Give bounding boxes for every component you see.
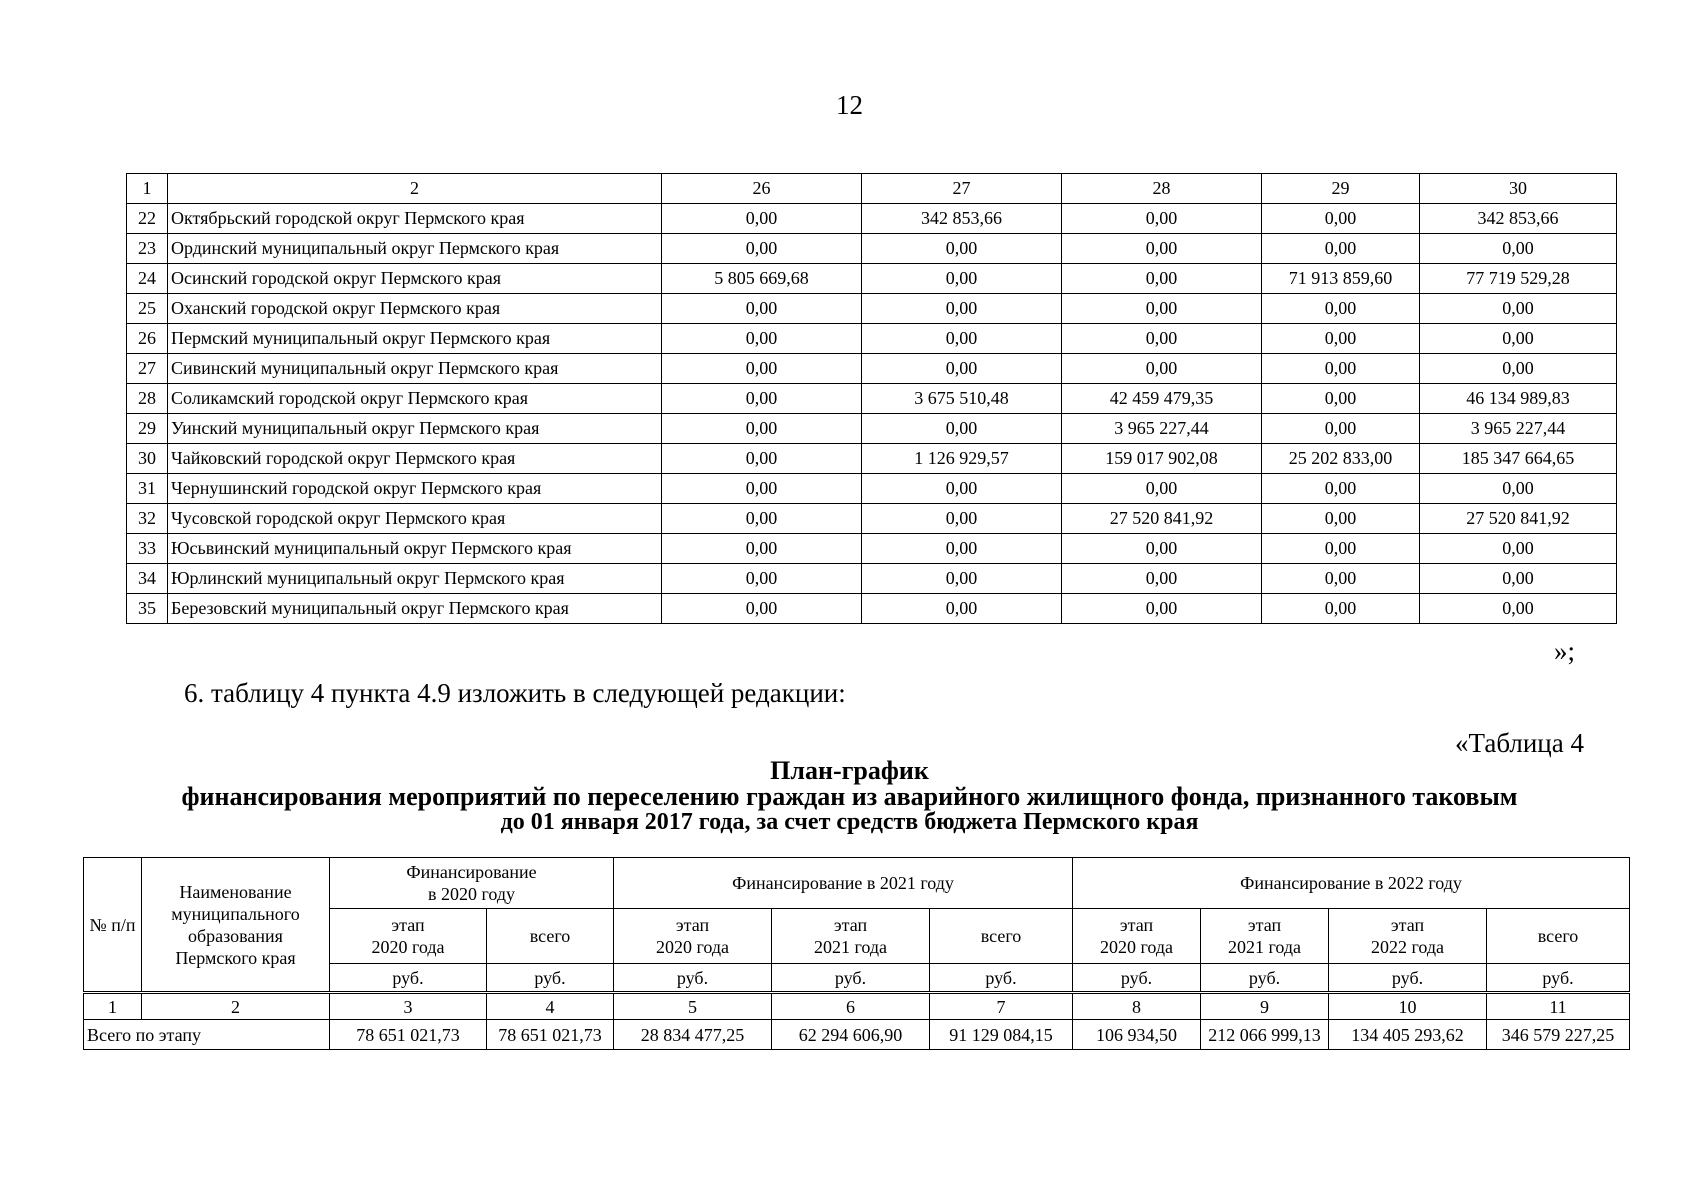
row-number-cell: 35	[127, 594, 168, 624]
column-number-cell: 28	[1062, 174, 1262, 204]
amount-cell: 0,00	[662, 534, 862, 564]
table-row	[127, 594, 1617, 624]
row-number-cell: 30	[127, 444, 168, 474]
column-number-cell: 29	[1262, 174, 1420, 204]
amount-cell: 0,00	[862, 264, 1062, 294]
amount-cell: 77 719 529,28	[1420, 264, 1617, 294]
amount-cell: 0,00	[1062, 204, 1262, 234]
unit-cell: руб.	[1487, 964, 1630, 993]
column-number-cell: 5	[614, 993, 772, 1020]
amount-cell: 0,00	[1062, 324, 1262, 354]
amount-cell: 0,00	[1062, 474, 1262, 504]
amount-cell: 27 520 841,92	[1062, 504, 1262, 534]
column-number-cell: 1	[127, 174, 168, 204]
title-line-1: План-график	[770, 756, 929, 785]
table-row	[127, 234, 1617, 264]
table-row	[127, 414, 1617, 444]
total-amount-cell: 62 294 606,90	[772, 1020, 930, 1050]
amount-cell: 0,00	[1420, 294, 1617, 324]
amount-cell: 0,00	[862, 564, 1062, 594]
amount-cell: 185 347 664,65	[1420, 444, 1617, 474]
subheader-cell: этап 2022 года	[1329, 909, 1487, 964]
amount-cell: 0,00	[1262, 474, 1420, 504]
header-financing-2021: Финансирование в 2021 году	[614, 858, 1073, 909]
amount-cell: 0,00	[1262, 414, 1420, 444]
amount-cell: 3 965 227,44	[1062, 414, 1262, 444]
total-amount-cell: 78 651 021,73	[330, 1020, 487, 1050]
amount-cell: 0,00	[662, 474, 862, 504]
row-number-cell: 34	[127, 564, 168, 594]
subheader-cell: всего	[1487, 909, 1630, 964]
amount-cell: 0,00	[862, 504, 1062, 534]
title-line-3: до 01 января 2017 года, за счет средств бюджета Пермского края	[500, 809, 1199, 835]
table-row	[127, 264, 1617, 294]
row-number-cell: 25	[127, 294, 168, 324]
amount-cell: 0,00	[1262, 324, 1420, 354]
municipality-name-cell: Осинский городской округ Пермского края	[168, 264, 662, 294]
amount-cell: 0,00	[1262, 384, 1420, 414]
amount-cell: 0,00	[1262, 354, 1420, 384]
column-number-cell: 2	[142, 993, 330, 1020]
amount-cell: 0,00	[662, 234, 862, 264]
municipality-name-cell: Березовский муниципальный округ Пермского края	[168, 594, 662, 624]
column-number-cell: 26	[662, 174, 862, 204]
row-number-cell: 22	[127, 204, 168, 234]
unit-cell: руб.	[1329, 964, 1487, 993]
amount-cell: 5 805 669,68	[662, 264, 862, 294]
total-amount-cell: 91 129 084,15	[930, 1020, 1073, 1050]
closing-quote: »;	[1554, 636, 1576, 666]
municipality-name-cell: Ординский муниципальный округ Пермского края	[168, 234, 662, 264]
header-financing-2022: Финансирование в 2022 году	[1073, 858, 1630, 909]
table-row	[127, 444, 1617, 474]
table-row	[127, 384, 1617, 414]
amount-cell: 0,00	[1062, 594, 1262, 624]
row-number-cell: 23	[127, 234, 168, 264]
column-number-cell: 30	[1420, 174, 1617, 204]
table-row	[127, 204, 1617, 234]
table-row	[127, 354, 1617, 384]
row-number-cell: 29	[127, 414, 168, 444]
amount-cell: 71 913 859,60	[1262, 264, 1420, 294]
total-amount-cell: 28 834 477,25	[614, 1020, 772, 1050]
column-number-cell: 7	[930, 993, 1073, 1020]
amount-cell: 0,00	[1062, 534, 1262, 564]
amount-cell: 0,00	[662, 564, 862, 594]
header-municipality: Наименование муниципального образования Пермского края	[142, 858, 330, 993]
amount-cell: 0,00	[1062, 564, 1262, 594]
column-number-cell: 11	[1487, 993, 1630, 1020]
amount-cell: 0,00	[1420, 474, 1617, 504]
row-number-cell: 28	[127, 384, 168, 414]
financing-schedule-table	[83, 857, 1630, 1050]
amount-cell: 1 126 929,57	[862, 444, 1062, 474]
amount-cell: 0,00	[1062, 264, 1262, 294]
amount-cell: 0,00	[862, 294, 1062, 324]
table-row	[127, 294, 1617, 324]
total-label-cell: Всего по этапу	[84, 1020, 330, 1050]
title-line-2: финансирования мероприятий по переселению граждан из аварийного жилищного фонда, признанного таковым	[181, 782, 1518, 811]
unit-cell: руб.	[930, 964, 1073, 993]
row-number-cell: 24	[127, 264, 168, 294]
municipality-name-cell: Юрлинский муниципальный округ Пермского края	[168, 564, 662, 594]
amount-cell: 0,00	[662, 414, 862, 444]
column-number-cell: 2	[168, 174, 662, 204]
amount-cell: 0,00	[862, 414, 1062, 444]
amount-cell: 0,00	[1062, 234, 1262, 264]
total-amount-cell: 78 651 021,73	[487, 1020, 614, 1050]
municipality-name-cell: Сивинский муниципальный округ Пермского края	[168, 354, 662, 384]
subheader-cell: этап 2021 года	[1201, 909, 1329, 964]
amount-cell: 0,00	[862, 234, 1062, 264]
table-header-row	[127, 174, 1617, 204]
column-number-cell: 10	[1329, 993, 1487, 1020]
amount-cell: 0,00	[662, 294, 862, 324]
amount-cell: 342 853,66	[862, 204, 1062, 234]
table-4-label: «Таблица 4	[1455, 728, 1584, 758]
column-number-cell: 4	[487, 993, 614, 1020]
amount-cell: 0,00	[1420, 234, 1617, 264]
unit-cell: руб.	[614, 964, 772, 993]
subheader-cell: этап 2020 года	[330, 909, 487, 964]
amount-cell: 0,00	[662, 444, 862, 474]
subheader-cell: этап 2021 года	[772, 909, 930, 964]
column-number-cell: 1	[84, 993, 142, 1020]
amount-cell: 0,00	[1262, 564, 1420, 594]
row-number-cell: 31	[127, 474, 168, 504]
municipality-name-cell: Чусовской городской округ Пермского края	[168, 504, 662, 534]
amount-cell: 0,00	[862, 354, 1062, 384]
row-number-cell: 32	[127, 504, 168, 534]
column-number-cell: 3	[330, 993, 487, 1020]
subheader-cell: всего	[487, 909, 614, 964]
amount-cell: 0,00	[862, 324, 1062, 354]
table-row	[127, 564, 1617, 594]
total-amount-cell: 134 405 293,62	[1329, 1020, 1487, 1050]
amount-cell: 0,00	[1262, 534, 1420, 564]
amount-cell: 3 675 510,48	[862, 384, 1062, 414]
amount-cell: 0,00	[1262, 594, 1420, 624]
amount-cell: 42 459 479,35	[1062, 384, 1262, 414]
amount-cell: 0,00	[662, 504, 862, 534]
amount-cell: 0,00	[662, 204, 862, 234]
column-number-cell: 9	[1201, 993, 1329, 1020]
unit-cell: руб.	[1201, 964, 1329, 993]
amount-cell: 0,00	[662, 384, 862, 414]
row-number-cell: 33	[127, 534, 168, 564]
amount-cell: 0,00	[1262, 504, 1420, 534]
header-financing-2020: Финансирование в 2020 году	[330, 858, 614, 909]
municipality-name-cell: Октябрьский городской округ Пермского края	[168, 204, 662, 234]
amount-cell: 0,00	[662, 594, 862, 624]
unit-cell: руб.	[772, 964, 930, 993]
municipality-name-cell: Чайковский городской округ Пермского края	[168, 444, 662, 474]
municipality-name-cell: Уинский муниципальный округ Пермского края	[168, 414, 662, 444]
municipality-name-cell: Чернушинский городской округ Пермского края	[168, 474, 662, 504]
page-number: 12	[836, 90, 863, 120]
table-row	[127, 534, 1617, 564]
table-row	[127, 324, 1617, 354]
amount-cell: 0,00	[1420, 534, 1617, 564]
amount-cell: 0,00	[1262, 294, 1420, 324]
amount-cell: 0,00	[662, 324, 862, 354]
column-number-cell: 8	[1073, 993, 1201, 1020]
amount-cell: 46 134 989,83	[1420, 384, 1617, 414]
municipality-name-cell: Оханский городской округ Пермского края	[168, 294, 662, 324]
amount-cell: 0,00	[1420, 354, 1617, 384]
table-row	[127, 474, 1617, 504]
column-number-cell: 27	[862, 174, 1062, 204]
amount-cell: 3 965 227,44	[1420, 414, 1617, 444]
amount-cell: 0,00	[862, 534, 1062, 564]
schedule-title	[0, 758, 1699, 810]
amount-cell: 0,00	[1062, 294, 1262, 324]
amount-cell: 0,00	[862, 474, 1062, 504]
total-amount-cell: 212 066 999,13	[1201, 1020, 1329, 1050]
amount-cell: 0,00	[662, 354, 862, 384]
municipality-name-cell: Пермский муниципальный округ Пермского края	[168, 324, 662, 354]
amendment-instruction: 6. таблицу 4 пункта 4.9 изложить в следующей редакции:	[184, 678, 846, 708]
table-row	[127, 504, 1617, 534]
municipality-name-cell: Соликамский городской округ Пермского края	[168, 384, 662, 414]
amount-cell: 0,00	[1420, 564, 1617, 594]
amount-cell: 342 853,66	[1420, 204, 1617, 234]
amount-cell: 25 202 833,00	[1262, 444, 1420, 474]
total-amount-cell: 106 934,50	[1073, 1020, 1201, 1050]
amount-cell: 0,00	[1420, 324, 1617, 354]
amount-cell: 159 017 902,08	[1062, 444, 1262, 474]
subheader-cell: этап 2020 года	[614, 909, 772, 964]
total-amount-cell: 346 579 227,25	[1487, 1020, 1630, 1050]
subheader-cell: этап 2020 года	[1073, 909, 1201, 964]
header-no: № п/п	[84, 858, 142, 993]
amount-cell: 0,00	[1062, 354, 1262, 384]
municipality-name-cell: Юсьвинский муниципальный округ Пермского края	[168, 534, 662, 564]
amount-cell: 0,00	[862, 594, 1062, 624]
unit-cell: руб.	[330, 964, 487, 993]
amount-cell: 27 520 841,92	[1420, 504, 1617, 534]
unit-cell: руб.	[1073, 964, 1201, 993]
row-number-cell: 27	[127, 354, 168, 384]
subheader-cell: всего	[930, 909, 1073, 964]
amount-cell: 0,00	[1262, 204, 1420, 234]
column-number-cell: 6	[772, 993, 930, 1020]
municipal-funding-table	[126, 173, 1617, 624]
amount-cell: 0,00	[1262, 234, 1420, 264]
unit-cell: руб.	[487, 964, 614, 993]
amount-cell: 0,00	[1420, 594, 1617, 624]
row-number-cell: 26	[127, 324, 168, 354]
